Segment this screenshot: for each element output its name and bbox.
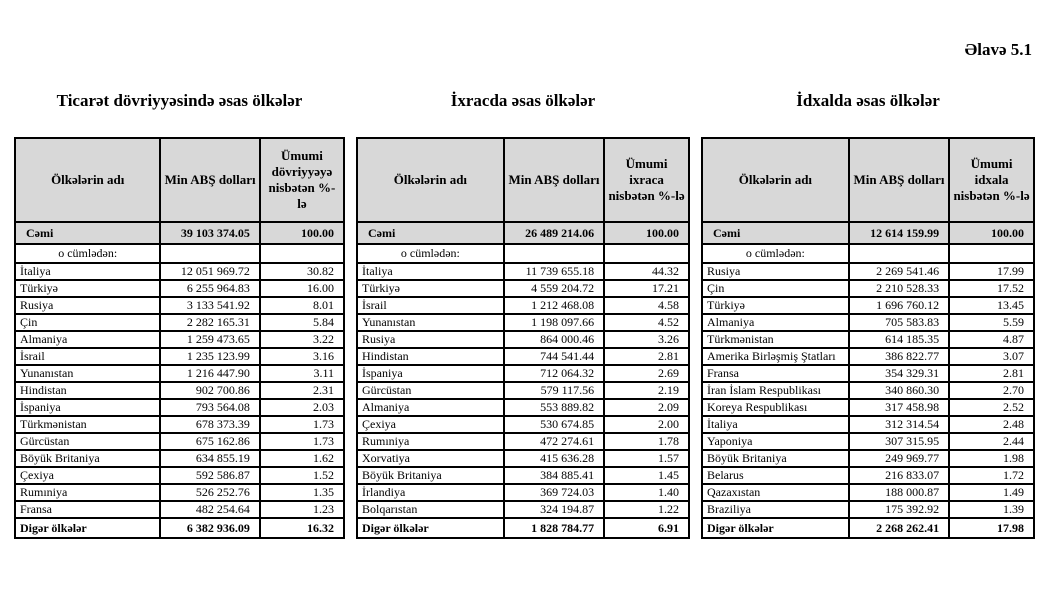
table-row [357, 280, 689, 297]
table-row [357, 399, 689, 416]
value-cell: 175 392.92 [849, 501, 949, 518]
country-name-cell: Böyük Britaniya [357, 467, 504, 484]
percent-cell: 17.52 [949, 280, 1034, 297]
value-cell: 324 194.87 [504, 501, 604, 518]
country-name-cell: Belarus [702, 467, 849, 484]
table-row [357, 263, 689, 280]
country-name-cell: Braziliya [702, 501, 849, 518]
value-cell: 1 198 097.66 [504, 314, 604, 331]
percent-cell: 4.52 [604, 314, 689, 331]
value-cell: 579 117.56 [504, 382, 604, 399]
table-row [15, 433, 344, 450]
other-countries-label: Digər ölkələr [702, 518, 849, 538]
country-name-cell: İsrail [357, 297, 504, 314]
country-name-cell: Gürcüstan [15, 433, 160, 450]
table-row [15, 484, 344, 501]
table-row [702, 297, 1034, 314]
country-name-cell: Rusiya [702, 263, 849, 280]
countries-table [14, 137, 345, 539]
country-name-cell: Gürcüstan [357, 382, 504, 399]
total-value: 12 614 159.99 [849, 222, 949, 244]
percent-cell: 16.00 [260, 280, 344, 297]
other-countries-label: Digər ölkələr [357, 518, 504, 538]
empty-cell [260, 244, 344, 263]
total-label: Cəmi [15, 222, 160, 244]
other-countries-label: Digər ölkələr [15, 518, 160, 538]
percent-cell: 1.98 [949, 450, 1034, 467]
percent-cell: 1.73 [260, 433, 344, 450]
value-cell: 793 564.08 [160, 399, 259, 416]
table-row [15, 280, 344, 297]
table-row [357, 365, 689, 382]
value-cell: 1 696 760.12 [849, 297, 949, 314]
table-row [357, 382, 689, 399]
countries-table [701, 137, 1035, 539]
percent-cell: 3.22 [260, 331, 344, 348]
percent-cell: 1.57 [604, 450, 689, 467]
percent-cell: 4.58 [604, 297, 689, 314]
percent-cell: 1.39 [949, 501, 1034, 518]
value-cell: 340 860.30 [849, 382, 949, 399]
value-cell: 1 259 473.65 [160, 331, 259, 348]
percent-cell: 2.00 [604, 416, 689, 433]
percent-cell: 2.03 [260, 399, 344, 416]
including-label: o cümlədən: [15, 244, 160, 263]
table-row [357, 297, 689, 314]
value-cell: 1 212 468.08 [504, 297, 604, 314]
country-name-cell: İtaliya [702, 416, 849, 433]
table-header-row [357, 138, 689, 222]
table-row [357, 433, 689, 450]
value-cell: 592 586.87 [160, 467, 259, 484]
other-countries-value: 1 828 784.77 [504, 518, 604, 538]
value-cell: 354 329.31 [849, 365, 949, 382]
percent-cell: 1.49 [949, 484, 1034, 501]
value-cell: 864 000.46 [504, 331, 604, 348]
table-row [702, 416, 1034, 433]
percent-cell: 3.11 [260, 365, 344, 382]
table-title: İxracda əsas ölkələr [450, 91, 596, 110]
table-row [15, 501, 344, 518]
percent-cell: 2.69 [604, 365, 689, 382]
value-cell: 6 255 964.83 [160, 280, 259, 297]
country-name-cell: Türkiyə [357, 280, 504, 297]
value-cell: 2 210 528.33 [849, 280, 949, 297]
country-name-cell: Rumıniya [357, 433, 504, 450]
country-name-cell: Çexiya [357, 416, 504, 433]
export-table-section [356, 88, 690, 539]
percent-cell: 13.45 [949, 297, 1034, 314]
percent-cell: 3.26 [604, 331, 689, 348]
empty-cell [504, 244, 604, 263]
country-name-cell: İtaliya [15, 263, 160, 280]
percent-cell: 2.44 [949, 433, 1034, 450]
country-name-cell: Türkmənistan [15, 416, 160, 433]
table-row [702, 450, 1034, 467]
total-value: 26 489 214.06 [504, 222, 604, 244]
value-cell: 902 700.86 [160, 382, 259, 399]
value-cell: 712 064.32 [504, 365, 604, 382]
country-name-cell: Bolqarıstan [357, 501, 504, 518]
country-name-cell: İsrail [15, 348, 160, 365]
table-title: İdxalda əsas ölkələr [796, 91, 940, 110]
total-label: Cəmi [357, 222, 504, 244]
percent-cell: 2.48 [949, 416, 1034, 433]
import-table-section [701, 88, 1035, 539]
column-header-value: Min ABŞ dolları [849, 138, 949, 222]
table-header-row [15, 138, 344, 222]
percent-cell: 2.09 [604, 399, 689, 416]
table-row [702, 314, 1034, 331]
percent-cell: 1.72 [949, 467, 1034, 484]
including-row [702, 244, 1034, 263]
table-row [15, 297, 344, 314]
table-row [702, 467, 1034, 484]
empty-cell [160, 244, 259, 263]
value-cell: 675 162.86 [160, 433, 259, 450]
other-countries-row [702, 518, 1034, 538]
percent-cell: 1.40 [604, 484, 689, 501]
country-name-cell: İrlandiya [357, 484, 504, 501]
table-row [357, 484, 689, 501]
country-name-cell: Yunanıstan [15, 365, 160, 382]
column-header-percent: Ümumi idxala nisbətən %-lə [949, 138, 1034, 222]
value-cell: 553 889.82 [504, 399, 604, 416]
other-countries-row [15, 518, 344, 538]
table-row [357, 416, 689, 433]
percent-cell: 1.62 [260, 450, 344, 467]
value-cell: 2 269 541.46 [849, 263, 949, 280]
including-label: o cümlədən: [357, 244, 504, 263]
value-cell: 312 314.54 [849, 416, 949, 433]
table-row [15, 416, 344, 433]
including-row [357, 244, 689, 263]
table-row [357, 467, 689, 484]
country-name-cell: Böyük Britaniya [15, 450, 160, 467]
table-row [357, 348, 689, 365]
empty-cell [849, 244, 949, 263]
country-name-cell: Hindistan [15, 382, 160, 399]
table-row [15, 348, 344, 365]
table-header-row [702, 138, 1034, 222]
country-name-cell: İspaniya [15, 399, 160, 416]
value-cell: 1 216 447.90 [160, 365, 259, 382]
percent-cell: 1.45 [604, 467, 689, 484]
percent-cell: 4.87 [949, 331, 1034, 348]
country-name-cell: Xorvatiya [357, 450, 504, 467]
country-name-cell: İtaliya [357, 263, 504, 280]
country-name-cell: İran İslam Respublikası [702, 382, 849, 399]
country-name-cell: Rusiya [357, 331, 504, 348]
value-cell: 384 885.41 [504, 467, 604, 484]
total-row [15, 222, 344, 244]
total-label: Cəmi [702, 222, 849, 244]
table-row [15, 382, 344, 399]
table-row [702, 348, 1034, 365]
total-value: 39 103 374.05 [160, 222, 259, 244]
percent-cell: 1.78 [604, 433, 689, 450]
table-row [15, 331, 344, 348]
total-percent: 100.00 [604, 222, 689, 244]
percent-cell: 3.16 [260, 348, 344, 365]
total-percent: 100.00 [260, 222, 344, 244]
value-cell: 307 315.95 [849, 433, 949, 450]
value-cell: 744 541.44 [504, 348, 604, 365]
value-cell: 2 282 165.31 [160, 314, 259, 331]
table-row [15, 467, 344, 484]
value-cell: 482 254.64 [160, 501, 259, 518]
including-row [15, 244, 344, 263]
country-name-cell: Koreya Respublikası [702, 399, 849, 416]
empty-cell [604, 244, 689, 263]
including-label: o cümlədən: [702, 244, 849, 263]
percent-cell: 2.31 [260, 382, 344, 399]
country-name-cell: Hindistan [357, 348, 504, 365]
value-cell: 3 133 541.92 [160, 297, 259, 314]
percent-cell: 2.52 [949, 399, 1034, 416]
country-name-cell: Almaniya [15, 331, 160, 348]
country-name-cell: Türkiyə [702, 297, 849, 314]
country-name-cell: Çin [15, 314, 160, 331]
column-header-percent: Ümumi dövriyyəyə nisbətən %-lə [260, 138, 344, 222]
value-cell: 634 855.19 [160, 450, 259, 467]
table-row [15, 365, 344, 382]
value-cell: 369 724.03 [504, 484, 604, 501]
table-row [357, 314, 689, 331]
country-name-cell: Rumıniya [15, 484, 160, 501]
percent-cell: 5.84 [260, 314, 344, 331]
total-row [357, 222, 689, 244]
percent-cell: 17.99 [949, 263, 1034, 280]
country-name-cell: Çexiya [15, 467, 160, 484]
total-percent: 100.00 [949, 222, 1034, 244]
value-cell: 12 051 969.72 [160, 263, 259, 280]
country-name-cell: Türkiyə [15, 280, 160, 297]
other-countries-percent: 17.98 [949, 518, 1034, 538]
column-header-country: Ölkələrin adı [15, 138, 160, 222]
table-row [15, 399, 344, 416]
country-name-cell: Türkmənistan [702, 331, 849, 348]
value-cell: 317 458.98 [849, 399, 949, 416]
percent-cell: 2.81 [604, 348, 689, 365]
percent-cell: 5.59 [949, 314, 1034, 331]
value-cell: 386 822.77 [849, 348, 949, 365]
country-name-cell: Qazaxıstan [702, 484, 849, 501]
percent-cell: 2.70 [949, 382, 1034, 399]
value-cell: 188 000.87 [849, 484, 949, 501]
percent-cell: 1.35 [260, 484, 344, 501]
country-name-cell: Yunanıstan [357, 314, 504, 331]
table-row [357, 331, 689, 348]
percent-cell: 1.52 [260, 467, 344, 484]
turnover-table-section [14, 88, 345, 539]
value-cell: 1 235 123.99 [160, 348, 259, 365]
country-name-cell: Fransa [702, 365, 849, 382]
table-row [15, 314, 344, 331]
value-cell: 4 559 204.72 [504, 280, 604, 297]
value-cell: 614 185.35 [849, 331, 949, 348]
percent-cell: 2.81 [949, 365, 1034, 382]
value-cell: 249 969.77 [849, 450, 949, 467]
table-row [702, 382, 1034, 399]
countries-table [356, 137, 690, 539]
table-row [357, 501, 689, 518]
table-title: Ticarət dövriyyəsində əsas ölkələr [56, 91, 303, 110]
country-name-cell: Almaniya [357, 399, 504, 416]
value-cell: 526 252.76 [160, 484, 259, 501]
country-name-cell: Almaniya [702, 314, 849, 331]
country-name-cell: İspaniya [357, 365, 504, 382]
other-countries-percent: 16.32 [260, 518, 344, 538]
other-countries-row [357, 518, 689, 538]
percent-cell: 1.73 [260, 416, 344, 433]
column-header-value: Min ABŞ dolları [504, 138, 604, 222]
percent-cell: 3.07 [949, 348, 1034, 365]
value-cell: 472 274.61 [504, 433, 604, 450]
other-countries-value: 6 382 936.09 [160, 518, 259, 538]
column-header-country: Ölkələrin adı [702, 138, 849, 222]
other-countries-value: 2 268 262.41 [849, 518, 949, 538]
value-cell: 415 636.28 [504, 450, 604, 467]
value-cell: 11 739 655.18 [504, 263, 604, 280]
table-row [15, 263, 344, 280]
table-row [702, 484, 1034, 501]
percent-cell: 8.01 [260, 297, 344, 314]
column-header-country: Ölkələrin adı [357, 138, 504, 222]
table-row [702, 433, 1034, 450]
percent-cell: 44.32 [604, 263, 689, 280]
country-name-cell: Amerika Birləşmiş Ştatları [702, 348, 849, 365]
table-row [702, 331, 1034, 348]
column-header-percent: Ümumi ixraca nisbətən %-lə [604, 138, 689, 222]
value-cell: 530 674.85 [504, 416, 604, 433]
percent-cell: 17.21 [604, 280, 689, 297]
country-name-cell: Fransa [15, 501, 160, 518]
table-row [702, 280, 1034, 297]
value-cell: 216 833.07 [849, 467, 949, 484]
country-name-cell: Böyük Britaniya [702, 450, 849, 467]
appendix-label: Əlavə 5.1 [964, 40, 1032, 59]
empty-cell [949, 244, 1034, 263]
table-row [702, 365, 1034, 382]
percent-cell: 1.23 [260, 501, 344, 518]
table-row [702, 501, 1034, 518]
total-row [702, 222, 1034, 244]
country-name-cell: Rusiya [15, 297, 160, 314]
value-cell: 678 373.39 [160, 416, 259, 433]
table-row [702, 399, 1034, 416]
country-name-cell: Yaponiya [702, 433, 849, 450]
percent-cell: 1.22 [604, 501, 689, 518]
country-name-cell: Çin [702, 280, 849, 297]
percent-cell: 2.19 [604, 382, 689, 399]
table-row [15, 450, 344, 467]
table-row [357, 450, 689, 467]
other-countries-percent: 6.91 [604, 518, 689, 538]
percent-cell: 30.82 [260, 263, 344, 280]
table-row [702, 263, 1034, 280]
value-cell: 705 583.83 [849, 314, 949, 331]
column-header-value: Min ABŞ dolları [160, 138, 259, 222]
